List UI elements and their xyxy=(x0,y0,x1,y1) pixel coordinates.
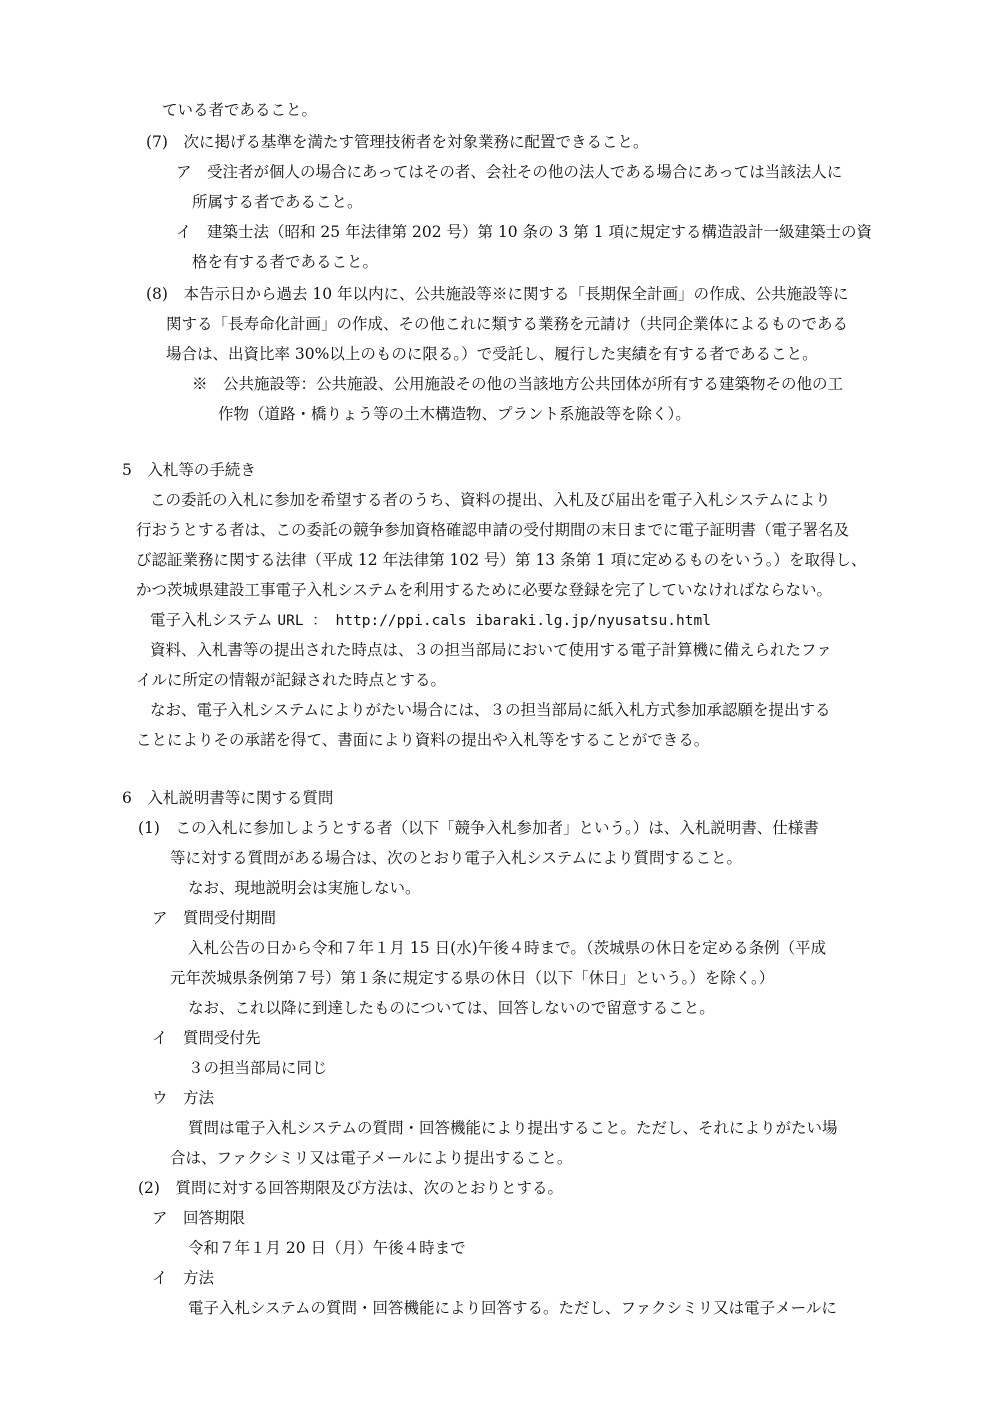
text-line: 合は、ファクシミリ又は電子メールにより提出すること。 xyxy=(170,1149,573,1167)
note-item: ※ 公共施設等：公共施設、公用施設その他の当該地方公共団体が所有する建築物その他の工 xyxy=(192,375,844,393)
sub-heading-i: イ 質問受付先 xyxy=(152,1029,261,1047)
text-line: なお、電子入札システムによりがたい場合には、３の担当部局に紙入札方式参加承認願を提出する xyxy=(150,701,831,719)
text-line: 作物（道路・橋りょう等の土木構造物、プラント系施設等を除く）。 xyxy=(218,405,691,423)
sub-item-7i: イ 建築士法（昭和 25 年法律第 202 号）第 10 条の 3 第 1 項に規定する構造設計一級建築士の資 xyxy=(176,223,873,241)
url-line xyxy=(150,610,711,630)
url-label: 電子入札システム xyxy=(150,611,273,629)
list-item-8: (8) 本告示日から過去 10 年以内に、公共施設等※に関する「長期保全計画」の作成、公共施設等に xyxy=(146,285,849,303)
text-line: 入札公告の日から令和７年１月 15 日(水)午後４時まで。（茨城県の休日を定める条例（平成 xyxy=(188,939,827,957)
list-item-2: (2) 質問に対する回答期限及び方法は、次のとおりとする。 xyxy=(138,1179,563,1197)
list-item-7: (7) 次に掲げる基準を満たす管理技術者を対象業務に配置できること。 xyxy=(146,133,649,151)
sub-heading-answer-deadline: ア 回答期限 xyxy=(152,1209,246,1227)
sub-heading-u: ウ 方法 xyxy=(152,1089,215,1107)
text-line: 所属する者であること。 xyxy=(192,193,363,211)
text-line: 等に対する質問がある場合は、次のとおり電子入札システムにより質問すること。 xyxy=(170,849,742,867)
text-line: 元年茨城県条例第７号）第１条に規定する県の休日（以下「休日」という。）を除く。） xyxy=(170,969,775,987)
text-line: 令和７年１月 20 日（月）午後４時まで xyxy=(188,1239,466,1257)
list-item-1: (1) この入札に参加しようとする者（以下「競争入札参加者」という。）は、入札説明書、仕様書 xyxy=(138,819,819,837)
text-line: 行おうとする者は、この委託の競争参加資格確認申請の受付期間の末日までに電子証明書（電子署名及 xyxy=(136,521,850,539)
text-line: 電子入札システムの質問・回答機能により回答する。ただし、ファクシミリ又は電子メールに xyxy=(188,1299,837,1317)
sub-item-7a: ア 受注者が個人の場合にあってはその者、会社その他の法人である場合にあっては当該法人に xyxy=(176,163,843,181)
text-line: ３の担当部局に同じ xyxy=(188,1059,328,1077)
text-line: 格を有する者であること。 xyxy=(192,253,379,271)
section-heading-5: 5 入札等の手続き xyxy=(122,461,256,479)
text-line: 資料、入札書等の提出された時点は、３の担当部局において使用する電子計算機に備えられたファ xyxy=(150,641,832,659)
text-line: ている者であること。 xyxy=(162,101,318,119)
sub-heading-a: ア 質問受付期間 xyxy=(152,909,277,927)
text-line: なお、現地説明会は実施しない。 xyxy=(188,879,421,897)
sub-heading-answer-method: イ 方法 xyxy=(152,1269,215,1287)
text-line: 質問は電子入札システムの質問・回答機能により提出すること。ただし、それによりがたい場 xyxy=(188,1119,838,1137)
text-line: この委託の入札に参加を希望する者のうち、資料の提出、入札及び届出を電子入札システムにより xyxy=(150,491,831,509)
section-heading-6: 6 入札説明書等に関する質問 xyxy=(122,789,334,807)
text-line: なお、これ以降に到達したものについては、回答しないので留意すること。 xyxy=(188,999,715,1017)
text-line: 関する「長寿命化計画」の作成、その他これに類する業務を元請け（共同企業体によるものである xyxy=(166,315,849,333)
text-line: ことによりその承諾を得て、書面により資料の提出や入札等をすることができる。 xyxy=(136,731,710,749)
system-url-link[interactable]: URL ： http://ppi.cals ibaraki.lg.jp/nyusatsu.html xyxy=(277,613,711,629)
text-line: かつ茨城県建設工事電子入札システムを利用するために必要な登録を完了していなければならない。 xyxy=(136,581,832,599)
text-line: イルに所定の情報が記録された時点とする。 xyxy=(136,671,447,689)
text-line: 場合は、出資比率 30%以上のものに限る。）で受託し、履行した実績を有する者であること。 xyxy=(166,345,818,363)
text-line: び認証業務に関する法律（平成 12 年法律第 102 号）第 13 条第 1 項に定めるものをいう。）を取得し、 xyxy=(136,551,867,569)
